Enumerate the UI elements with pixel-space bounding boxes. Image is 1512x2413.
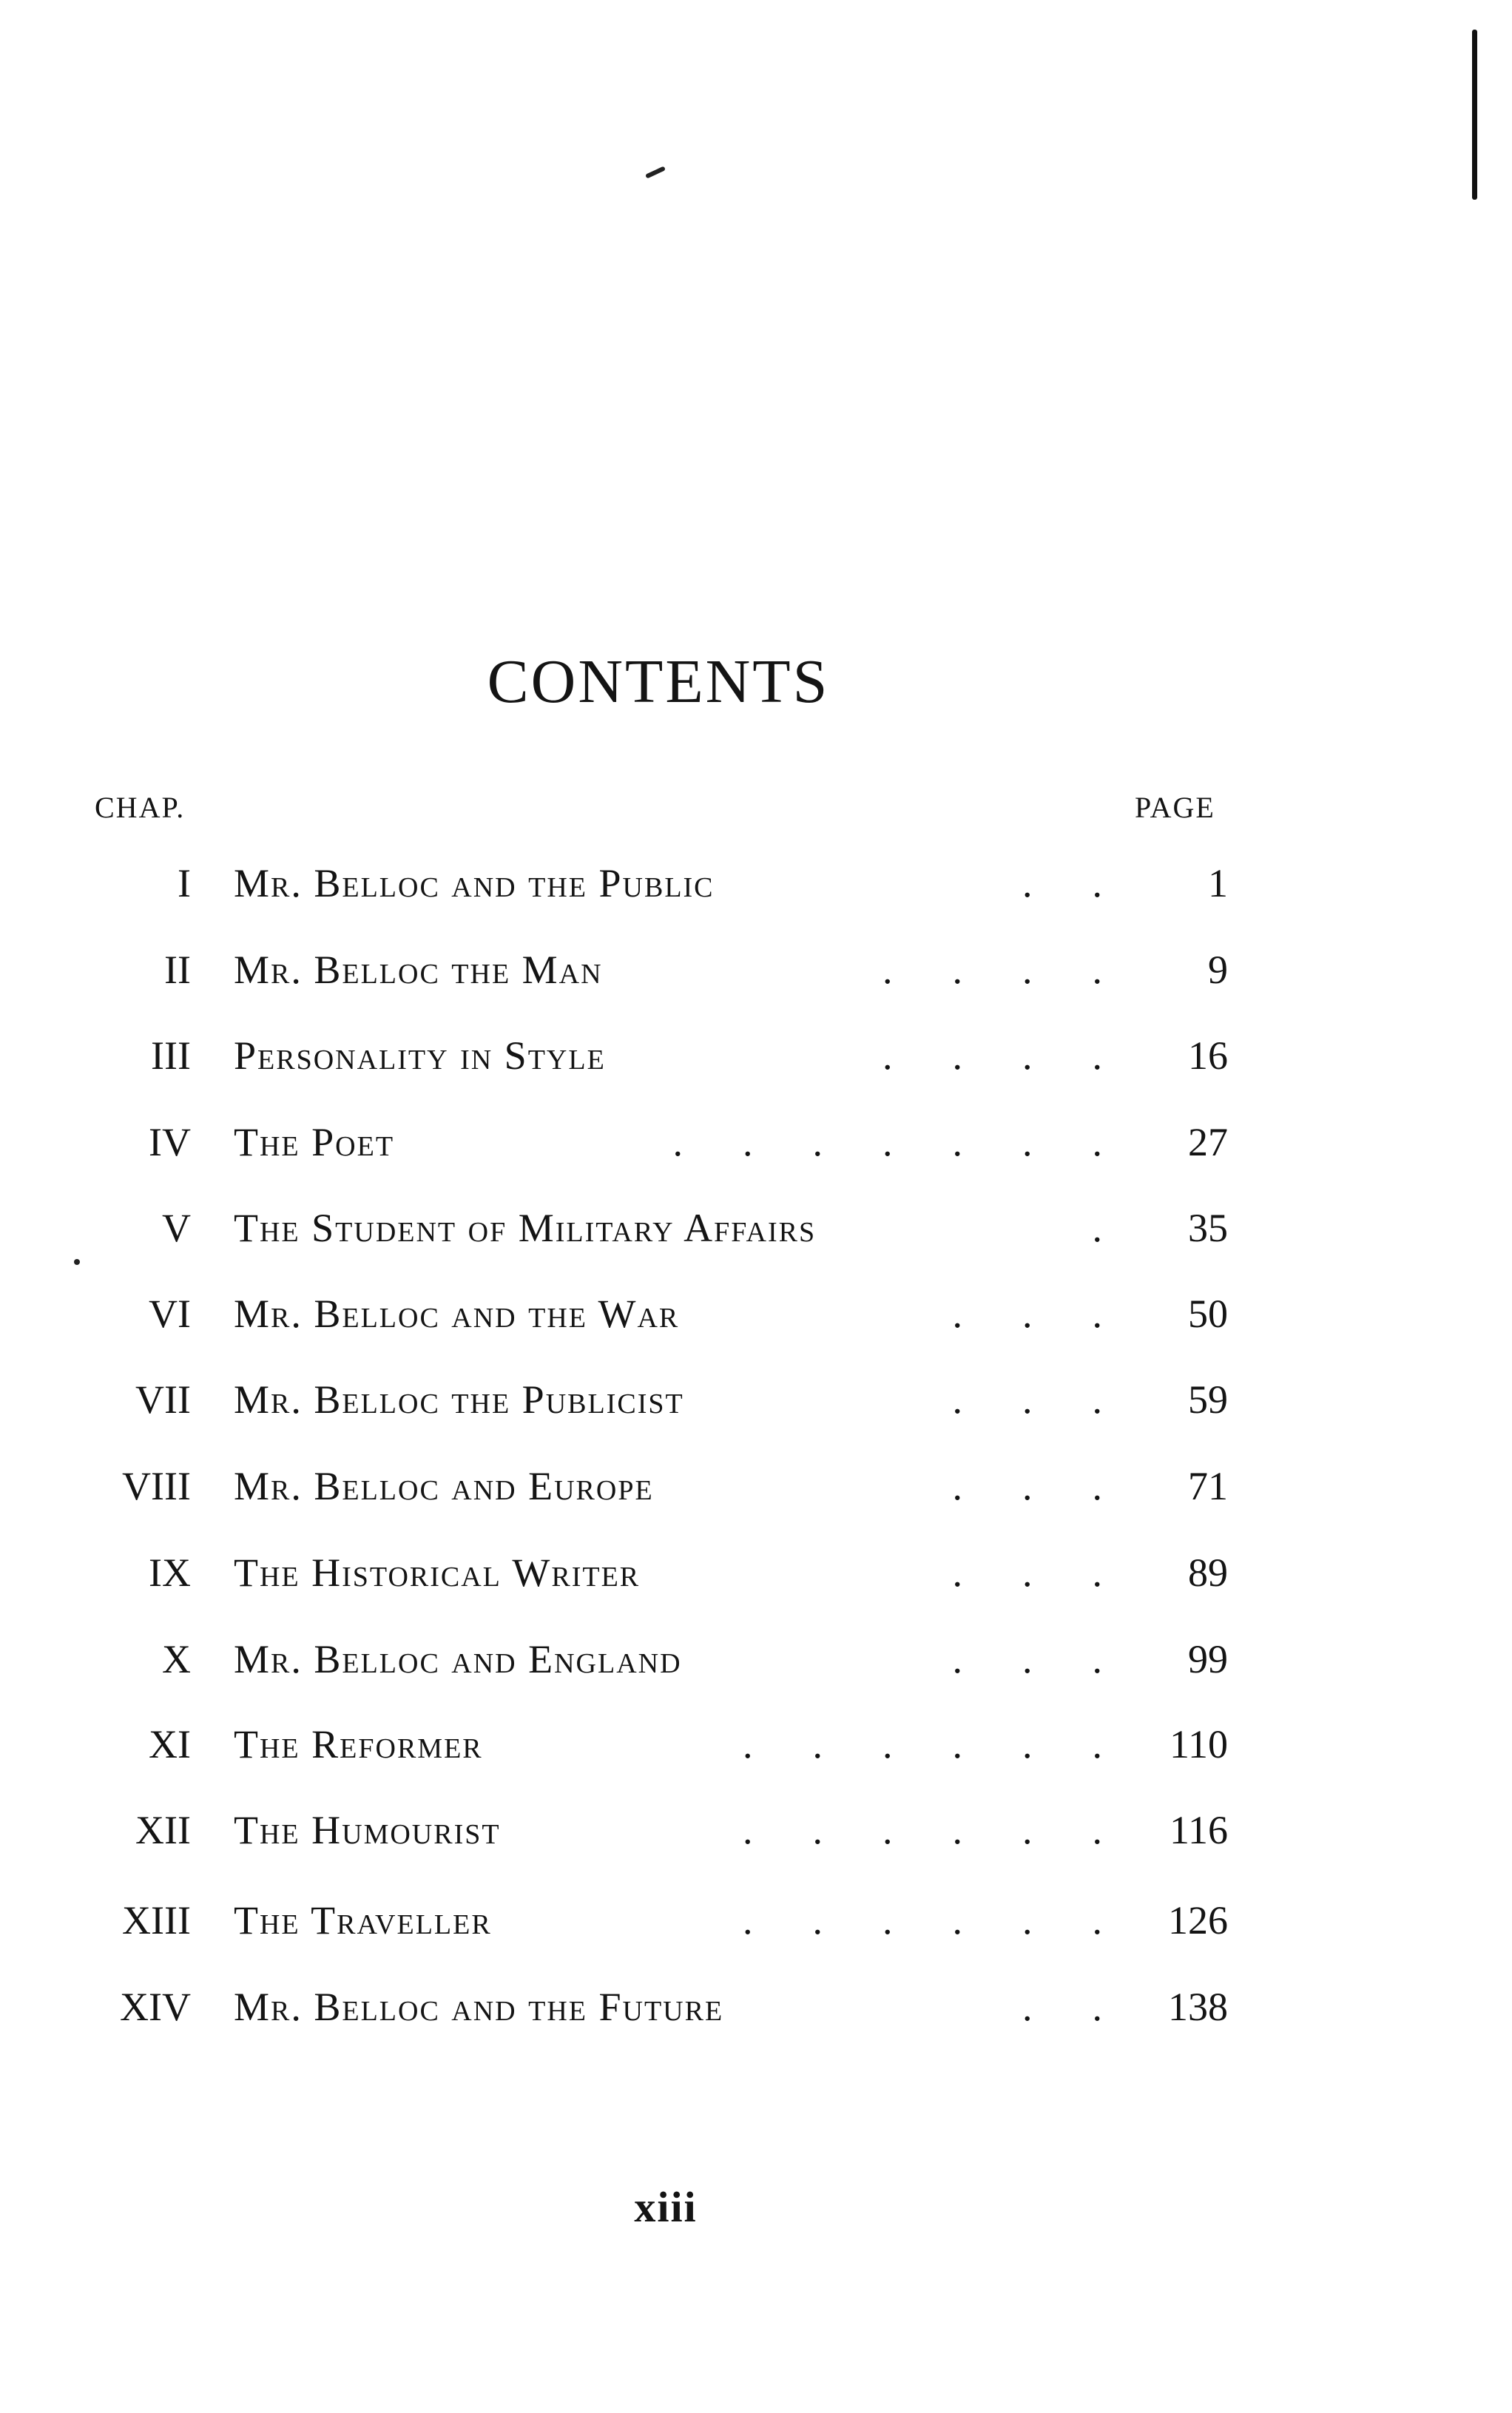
chapter-title: The Student of Military Affairs <box>234 1206 817 1250</box>
page-edge-mark <box>1472 30 1477 200</box>
chapter-number: XII <box>135 1808 191 1852</box>
chapter-title: Mr. Belloc and the Future <box>234 1985 724 2029</box>
page-number: 35 <box>1188 1206 1228 1250</box>
contents-entry <box>0 1113 1512 1172</box>
page-title: CONTENTS <box>487 647 830 716</box>
leader-dots: . . . <box>952 1550 1102 1595</box>
leader-dots: . . . <box>952 1464 1102 1508</box>
chapter-number: V <box>162 1206 191 1250</box>
chapter-number: VIII <box>122 1464 191 1508</box>
chapter-title: Mr. Belloc the Publicist <box>234 1377 684 1422</box>
leader-dots: . . . . <box>882 1033 1102 1078</box>
chapter-title: Mr. Belloc and the War <box>234 1292 680 1336</box>
page-number: 1 <box>1208 861 1228 905</box>
chapter-number: X <box>162 1637 191 1681</box>
chapter-title: Mr. Belloc the Man <box>234 948 603 992</box>
chapter-number: I <box>178 861 191 905</box>
page-number: 99 <box>1188 1637 1228 1681</box>
chapter-number: IV <box>149 1120 191 1164</box>
leader-dots: . . . . . . <box>743 1808 1102 1852</box>
contents-entry <box>0 1715 1512 1774</box>
contents-entry <box>0 1026 1512 1085</box>
chapter-title: The Humourist <box>234 1808 501 1852</box>
contents-entry <box>0 1370 1512 1429</box>
page-number: 59 <box>1188 1377 1228 1422</box>
leader-dots: . <box>1092 1206 1102 1250</box>
contents-entry <box>0 1977 1512 2036</box>
leader-dots: . . . . . . . <box>672 1120 1102 1164</box>
chapter-title: The Reformer <box>234 1722 483 1766</box>
page-number: 110 <box>1170 1722 1228 1766</box>
page-number: 116 <box>1170 1808 1228 1852</box>
ink-dot <box>74 1259 80 1265</box>
page-number: 71 <box>1188 1464 1228 1508</box>
page-number: 9 <box>1208 948 1228 992</box>
leader-dots: . . . . . . <box>743 1722 1102 1766</box>
chapter-number: III <box>151 1033 191 1078</box>
page-number: 16 <box>1188 1033 1228 1078</box>
chapter-title: Personality in Style <box>234 1033 606 1078</box>
contents-entry <box>0 1284 1512 1343</box>
contents-entry <box>0 940 1512 999</box>
chapter-number: XI <box>149 1722 191 1766</box>
page-number: 50 <box>1188 1292 1228 1336</box>
leader-dots: . . . <box>952 1377 1102 1422</box>
contents-entry <box>0 854 1512 913</box>
leader-dots: . . . <box>952 1637 1102 1681</box>
leader-dots: . . <box>1022 1985 1102 2029</box>
chapter-number: VI <box>149 1292 191 1336</box>
page-number: 126 <box>1168 1898 1228 1943</box>
leader-dots: . . <box>1022 861 1102 905</box>
page-number: 89 <box>1188 1550 1228 1595</box>
chap-column-header: CHAP. <box>95 791 186 824</box>
contents-entry <box>0 1891 1512 1950</box>
chapter-number: XIII <box>122 1898 191 1943</box>
page-number: 27 <box>1188 1120 1228 1164</box>
ink-speck <box>645 166 666 178</box>
page-folio: xiii <box>634 2183 698 2231</box>
contents-entry <box>0 1198 1512 1258</box>
contents-entry <box>0 1801 1512 1860</box>
chapter-number: VII <box>135 1377 191 1422</box>
contents-entry <box>0 1630 1512 1689</box>
chapter-title: The Historical Writer <box>234 1550 641 1595</box>
contents-entry <box>0 1457 1512 1516</box>
chapter-title: Mr. Belloc and the Public <box>234 861 715 905</box>
page-number: 138 <box>1168 1985 1228 2029</box>
chapter-title: The Traveller <box>234 1898 492 1943</box>
contents-entry <box>0 1543 1512 1602</box>
page-column-header: PAGE <box>1135 791 1215 824</box>
chapter-title: Mr. Belloc and Europe <box>234 1464 654 1508</box>
chapter-number: XIV <box>120 1985 191 2029</box>
leader-dots: . . . . . . <box>743 1898 1102 1943</box>
chapter-number: IX <box>149 1550 191 1595</box>
leader-dots: . . . <box>952 1292 1102 1336</box>
chapter-title: Mr. Belloc and England <box>234 1637 682 1681</box>
leader-dots: . . . . <box>882 948 1102 992</box>
chapter-number: II <box>164 948 191 992</box>
chapter-title: The Poet <box>234 1120 395 1164</box>
